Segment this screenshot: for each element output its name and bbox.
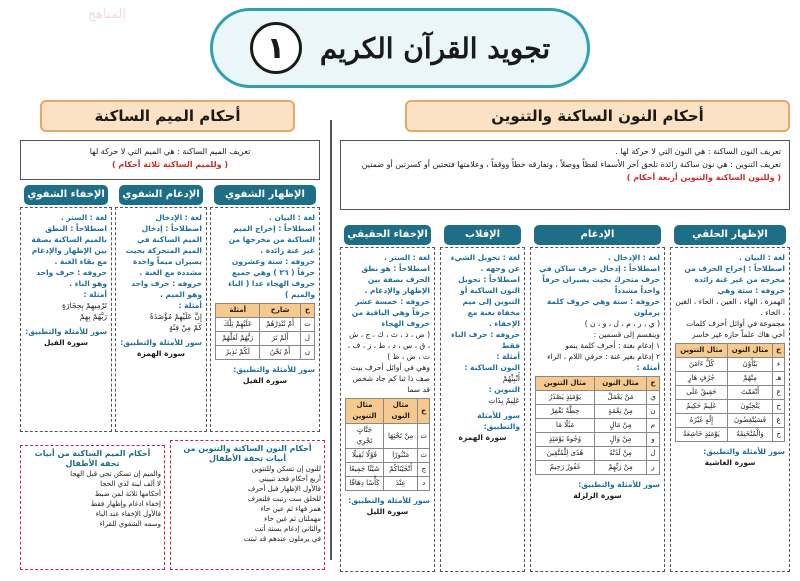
meem-sakinah-header: أحكام الميم الساكنة <box>40 100 295 132</box>
noon-table-cell: م <box>646 419 659 433</box>
noon-table-cell: يَوْمَئِذٍ خَاشِعَةٌ <box>676 428 728 442</box>
meem-table-cell: أَمْ تُنْذِرْهُمْ <box>260 318 300 332</box>
noon-col-header: الإدغام <box>534 225 661 245</box>
noon-poem-title: أحكام النون الساكنة والتنوين من أبيات تحفة الأطفال <box>183 444 312 463</box>
noon-table-cell: مثال التنوين <box>676 344 728 358</box>
meem-table-cell: لَكُمْ نَذِيرٌ <box>216 346 260 360</box>
noon-col-body <box>530 247 665 572</box>
noon-table-cell: مَنْ يَعْمَلْ <box>595 391 647 405</box>
noon-table-cell: مِنْهُمْ <box>727 372 772 386</box>
noon-table-cell: ح <box>418 399 430 424</box>
noon-sura-label: سور للأمثلة والتطبيق: <box>578 480 660 489</box>
meem-line: حروفه : ستة وعشرون حرفاً ( ٢٦ ) وهي جميع حروف الهجاء عدا ( الباء والميم ) <box>228 257 315 299</box>
noon-line: لغة : البيان . <box>738 253 785 262</box>
noon-table-row <box>536 461 660 475</box>
noon-table-row <box>536 391 660 405</box>
noon-line: أمثلة : <box>496 352 520 361</box>
meem-rules-count: ( وللميم الساكنة ثلاثة أحكام ) <box>111 160 228 169</box>
poem-line: أحكامها ثلاثة لمن ضبط <box>94 490 161 498</box>
noon-table-cell: إِلَٰهٍ غَيْرُهُ <box>676 414 728 428</box>
noon-sakinah-header: أحكام النون الساكنة والتنوين <box>405 100 790 132</box>
poem-line: وسمه الشفوي للقراء <box>99 520 161 528</box>
noon-table-row <box>346 449 430 463</box>
noon-table-cell: ي <box>646 391 659 405</box>
noon-table-row <box>346 424 430 449</box>
meem-poem-title: أحكام الميم الساكنة من أبيات تحفة الأطفال <box>34 449 151 468</box>
noon-table-cell: ن <box>646 405 659 419</box>
noon-table-cell: يَنْأَوْنَ <box>727 358 772 372</box>
noon-line: حروفه : خمسة عشر حرفاً وهي الباقية من حروف الهجاء <box>351 297 430 328</box>
noon-table-cell: شَيْئًا جَمِيعًا <box>346 463 384 477</box>
noon-col-header: الإخفاء الحقيقي <box>344 225 431 245</box>
noon-line: التنوين : <box>488 385 520 394</box>
meem-col-body <box>20 207 112 432</box>
noon-line: ( ص ، ذ ، ث ، ك ، ج ، ش ، ق ، س ، د ، ط ، ز ، ف ، ت ، ض ، ظ ) <box>347 330 430 361</box>
noon-line: حروفه : حرف الباء فقط <box>451 330 520 350</box>
noon-poem-box <box>170 440 325 570</box>
noon-table-cell: مِنْ مَالٍ <box>595 419 647 433</box>
noon-table-cell: مثال النون <box>727 344 772 358</box>
noon-table-cell: ع <box>773 386 785 400</box>
noon-line: وينقسم إلى قسمين : <box>593 330 660 339</box>
noon-line: لغة : الإدخال . <box>607 253 660 262</box>
meem-line: لغة : الستر . <box>60 213 107 222</box>
noon-table-cell: يَوْمَئِذٍ يَصْدُرُ <box>536 391 595 405</box>
meem-col-header: الإظهار الشفوي <box>214 185 316 205</box>
meem-table-row <box>216 332 315 346</box>
meem-sura-label: سور للأمثلة والتطبيق: <box>25 327 107 336</box>
noon-table-cell: ح <box>646 377 659 391</box>
noon-line: ( ي ، ر ، م ، ل ، و ، ن ) <box>584 319 660 328</box>
noon-table-row <box>676 358 785 372</box>
meem-poem-box <box>20 445 165 570</box>
noon-table-row <box>346 399 430 424</box>
meem-sura-label: سور للأمثلة والتطبيق: <box>233 365 315 374</box>
noon-table-cell: مِنْ تَحْتِهَا <box>383 424 417 449</box>
noon-table-row <box>536 433 660 447</box>
noon-sura-name: سورة الهمزة <box>458 433 507 442</box>
noon-table-cell: د <box>418 477 430 491</box>
meem-line: رَبَّهُمْ بِهِمْ <box>79 312 107 321</box>
noon-line: أمثلة : <box>636 363 660 372</box>
noon-table-row <box>676 414 785 428</box>
noon-table-cell: مِنْ وَالٍ <box>595 433 647 447</box>
noon-sura-name: سورة الليل <box>366 507 409 516</box>
noon-table-row <box>676 428 785 442</box>
noon-def: تعريف النون الساكنة : هي النون التي لا حركة لها . <box>615 147 781 156</box>
meem-definitions <box>20 140 320 180</box>
meem-table-cell: ل <box>300 332 314 346</box>
noon-table-cell: مِنْ نِعْمَةٍ <box>595 405 647 419</box>
noon-examples-table <box>345 398 430 491</box>
noon-table-cell: أَنْجَيْنَاكُمْ <box>383 463 417 477</box>
noon-table-cell: خ <box>773 428 785 442</box>
meem-col-header: الإخفاء الشفوي <box>24 185 108 205</box>
poem-line: إخفاء ادغام وإظهار فقط <box>90 500 161 508</box>
noon-table-row <box>676 344 785 358</box>
noon-table-cell: ج <box>418 463 430 477</box>
noon-sura-name: سورة الغاشية <box>704 458 756 467</box>
noon-table-row <box>536 405 660 419</box>
meem-table-row <box>216 304 315 318</box>
noon-table-cell: غَفُورٌ رَحِيمٌ <box>536 461 595 475</box>
noon-table-row <box>536 447 660 461</box>
noon-table-row <box>676 372 785 386</box>
noon-line: أَنْبِئْهُمْ <box>502 374 520 383</box>
noon-table-cell: مثال النون <box>595 377 647 391</box>
noon-line: حروفه : ستة وهي <box>717 286 785 295</box>
noon-line: عَلِيمٌ بِذَاتِ <box>488 396 520 405</box>
meem-line: حروفه : حرف واحد وهو الميم . <box>131 279 202 299</box>
noon-sura-label: سور للأمثلة والتطبيق: <box>703 447 785 456</box>
noon-table-row <box>536 377 660 391</box>
page-title: تجويد القرآن الكريم <box>319 31 551 65</box>
meem-table-cell: عَلَيْهِمْ تِلْكَ <box>216 318 260 332</box>
noon-col-body <box>440 247 525 572</box>
noon-table-row <box>536 419 660 433</box>
meem-line: إِنَّ عَلَيْهِمْ مُؤْصَدَةٌ <box>149 312 202 321</box>
noon-examples-table <box>675 343 785 442</box>
meem-line: اصطلاحاً : إخراج الميم الساكنة من مخرجها من غير غنة زائدة . <box>228 224 315 255</box>
noon-table-cell: مثال التنوين <box>536 377 595 391</box>
title-banner <box>210 8 590 88</box>
noon-line: أخي هاك علماً حازه غير خاسر <box>691 330 785 339</box>
meem-line: لغة : البيان . <box>268 213 315 222</box>
noon-table-row <box>346 463 430 477</box>
noon-line: لغة : الستر . <box>383 253 430 262</box>
noon-table-cell: أَنْعَمْتَ <box>727 386 772 400</box>
noon-table-cell: ح <box>773 344 785 358</box>
noon-table-cell: ح <box>773 400 785 414</box>
poem-line: للنون إن تسكن وللتنوين <box>251 465 321 473</box>
meem-col-body <box>210 207 320 432</box>
poem-line: فالأول الإخفاء عند الباء <box>95 510 161 518</box>
meem-line: حروفه : حرف واحد وهو الباء . <box>36 268 107 288</box>
noon-table-cell: ر <box>646 461 659 475</box>
meem-col-body <box>115 207 207 432</box>
noon-line: ١ إدغام بغنة : أحرف كلمة ينمو <box>565 341 660 350</box>
noon-table-cell: مَنْثُورًا <box>383 449 417 463</box>
noon-col-header: الإقلاب <box>444 225 521 245</box>
meem-table-cell: شارح <box>260 304 300 318</box>
noon-table-cell: هُدًى لِلْمُتَّقِينَ <box>536 447 595 461</box>
watermark: المناهج <box>87 7 126 22</box>
noon-col-body <box>670 247 790 572</box>
noon-table-cell: مِنْ رَبِّهِمْ <box>595 461 647 475</box>
poem-line: مهملتان ثم غين خاء <box>264 515 321 523</box>
section-divider <box>330 120 332 560</box>
meem-table-row <box>216 318 315 332</box>
noon-line: اصطلاحاً : تحويل النون الساكنة أو التنوين إلى ميم مخفاة بغنة مع الإخفاء . <box>458 275 520 328</box>
meem-line: أمثلة : <box>83 290 107 299</box>
noon-table-cell: مثال التنوين <box>346 399 384 424</box>
noon-table-row <box>676 400 785 414</box>
noon-examples-table <box>535 376 660 475</box>
meem-line: تَرْمِيهِمْ بِحِجَارَةٍ <box>62 301 107 310</box>
meem-table-cell: أَلَمْ تَرَ <box>260 332 300 346</box>
noon-table-cell: جَنَّاتٍ تَجْرِي <box>346 424 384 449</box>
noon-line: حروفه : ستة وهي حروف كلمة يرملون <box>546 297 660 317</box>
noon-table-cell: ث <box>418 449 430 463</box>
noon-line: النون الساكنة : <box>464 363 520 372</box>
noon-table-cell: غ <box>773 414 785 428</box>
noon-col-body <box>340 247 435 572</box>
noon-table-cell: فَسَيُنْغِضُونَ <box>727 414 772 428</box>
meem-table-cell: ن <box>300 346 314 360</box>
poem-line: فالأول الإظهار قبل أحرف <box>247 485 321 493</box>
noon-table-cell: قَوْلًا ثَقِيلًا <box>346 449 384 463</box>
poem-line: أربع أحكام فخذ تبييني <box>258 475 321 483</box>
meem-col-header: الإدغام الشفوي <box>119 185 203 205</box>
meem-table-cell: أَمْ نَحْنُ <box>260 346 300 360</box>
meem-sura-label: سور للأمثلة والتطبيق: <box>120 338 202 347</box>
noon-sura-name: سورة الزلزلة <box>573 491 622 500</box>
poem-line: في يرملون عندهم قد ثبتت <box>243 535 321 543</box>
meem-line: كَمْ مِنْ فِئَةٍ <box>169 323 202 332</box>
meem-table-cell: ح <box>300 304 314 318</box>
noon-table-cell: وَالْمُنْخَنِقَةُ <box>727 428 772 442</box>
noon-line: الهمزة ، الهاء ، العين ، الحاء ، الغين ، الخاء . <box>675 297 785 317</box>
noon-line: اصطلاحاً : إدخال حرف ساكن في حرف متحرك بحيث يصيران حرفاً واحداً مشدداً <box>539 264 660 295</box>
poem-line: همز فهاء ثم عين حاء <box>260 505 321 513</box>
noon-line: وهي في أوائل أحرف بيت <box>350 363 430 372</box>
title-number: ١ <box>250 22 302 74</box>
meem-line: اصطلاحاً : إدخال الميم الساكنة في الميم المتحركة بحيث يصيران ميماً واحدة مشددة مع الغنة . <box>125 224 202 277</box>
noon-rules-count: ( وللنون الساكنة والتنوين أربعة أحكام ) <box>626 173 781 182</box>
noon-table-cell: مِنْ لَدُنْهُ <box>595 447 647 461</box>
poem-line: للحلق ست رتبت فلتعرف <box>247 495 321 503</box>
meem-sura-name: سورة الهمزة <box>137 349 185 358</box>
noon-definitions <box>340 140 790 210</box>
poem-line: لا ألف لينة لذي الحجا <box>100 480 161 488</box>
noon-table-cell: وُجُوهٌ يَوْمَئِذٍ <box>536 433 595 447</box>
meem-line: أمثلة : <box>178 301 202 310</box>
noon-table-cell: مثال النون <box>383 399 417 424</box>
noon-table-cell: حَقِيقٌ عَلَى <box>676 386 728 400</box>
noon-line: صف ذا ثنا كم جاد شخص قد سما <box>352 374 430 394</box>
noon-table-cell: عَلِيمٌ حَكِيمٌ <box>676 400 728 414</box>
noon-table-cell: هـ <box>773 372 785 386</box>
tanween-def: تعريف التنوين : هي نون ساكنة زائدة تلحق آخر الأسماء لفظاً ووصلاً ، وتفارقه خطاً ووقفاً ، وعلامتها فتحتين أو كسرتين أو ضمتين <box>361 160 781 169</box>
noon-table-cell: و <box>646 433 659 447</box>
noon-sura-label: سور للأمثلة والتطبيق: <box>477 411 520 431</box>
noon-line: اصطلاحاً : هو نطق الحرف بصفة بين الإظهار والإدغام . <box>361 264 430 295</box>
meem-line: اصطلاحاً : النطق بالميم الساكنة بصفة بين الإظهار والإدغام مع بقاء الغنة . <box>31 224 107 266</box>
noon-line: لغة : تحويل الشيء عن وجهه . <box>450 253 520 273</box>
noon-table-row <box>346 477 430 491</box>
noon-table-row <box>676 386 785 400</box>
noon-line: مجموعة في أوائل أحرف كلمات <box>686 319 785 328</box>
meem-table-row <box>216 346 315 360</box>
meem-sura-name: سورة الفيل <box>44 338 88 347</box>
noon-line: ٢ إدغام بغير غنة : حرفي اللام ، الراء <box>547 352 660 361</box>
noon-table-cell: يَنْحِتُونَ <box>727 400 772 414</box>
noon-table-cell: ء <box>773 358 785 372</box>
noon-table-cell: ل <box>646 447 659 461</box>
noon-sura-label: سور للأمثلة والتطبيق: <box>348 496 430 505</box>
meem-table-cell: ت <box>300 318 314 332</box>
meem-line: لغة : الإدخال <box>155 213 202 222</box>
noon-table-cell: ت <box>418 424 430 449</box>
meem-def: تعريف الميم الساكنة : هي الميم التي لا حركة لها <box>89 147 251 156</box>
noon-table-cell: كُلٌّ ءَامَنَ <box>676 358 728 372</box>
noon-table-cell: كَأْسًا دِهَاقًا <box>346 477 384 491</box>
meem-examples-table <box>215 303 315 360</box>
noon-table-cell: حِطَّةٌ نَغْفِرْ <box>536 405 595 419</box>
noon-line: اصطلاحاً : إخراج الحرف من مخرجه من غير غنة زائدة <box>684 264 785 284</box>
noon-table-cell: مَثَلًا مَا <box>536 419 595 433</box>
meem-table-cell: رَبُّهُمْ لَعَلَّهُمْ <box>216 332 260 346</box>
noon-table-cell: عِنْدَ <box>383 477 417 491</box>
meem-sura-name: سورة الفيل <box>243 376 287 385</box>
poem-line: والميم إن تسكن تجي قبل الهجا <box>70 470 161 478</box>
meem-table-cell: أمثلة <box>216 304 260 318</box>
noon-col-header: الإظهار الحلقي <box>674 225 786 245</box>
noon-table-cell: جُرُفٍ هَارٍ <box>676 372 728 386</box>
poem-line: والثاني إدغام بستة أتت <box>254 525 321 533</box>
